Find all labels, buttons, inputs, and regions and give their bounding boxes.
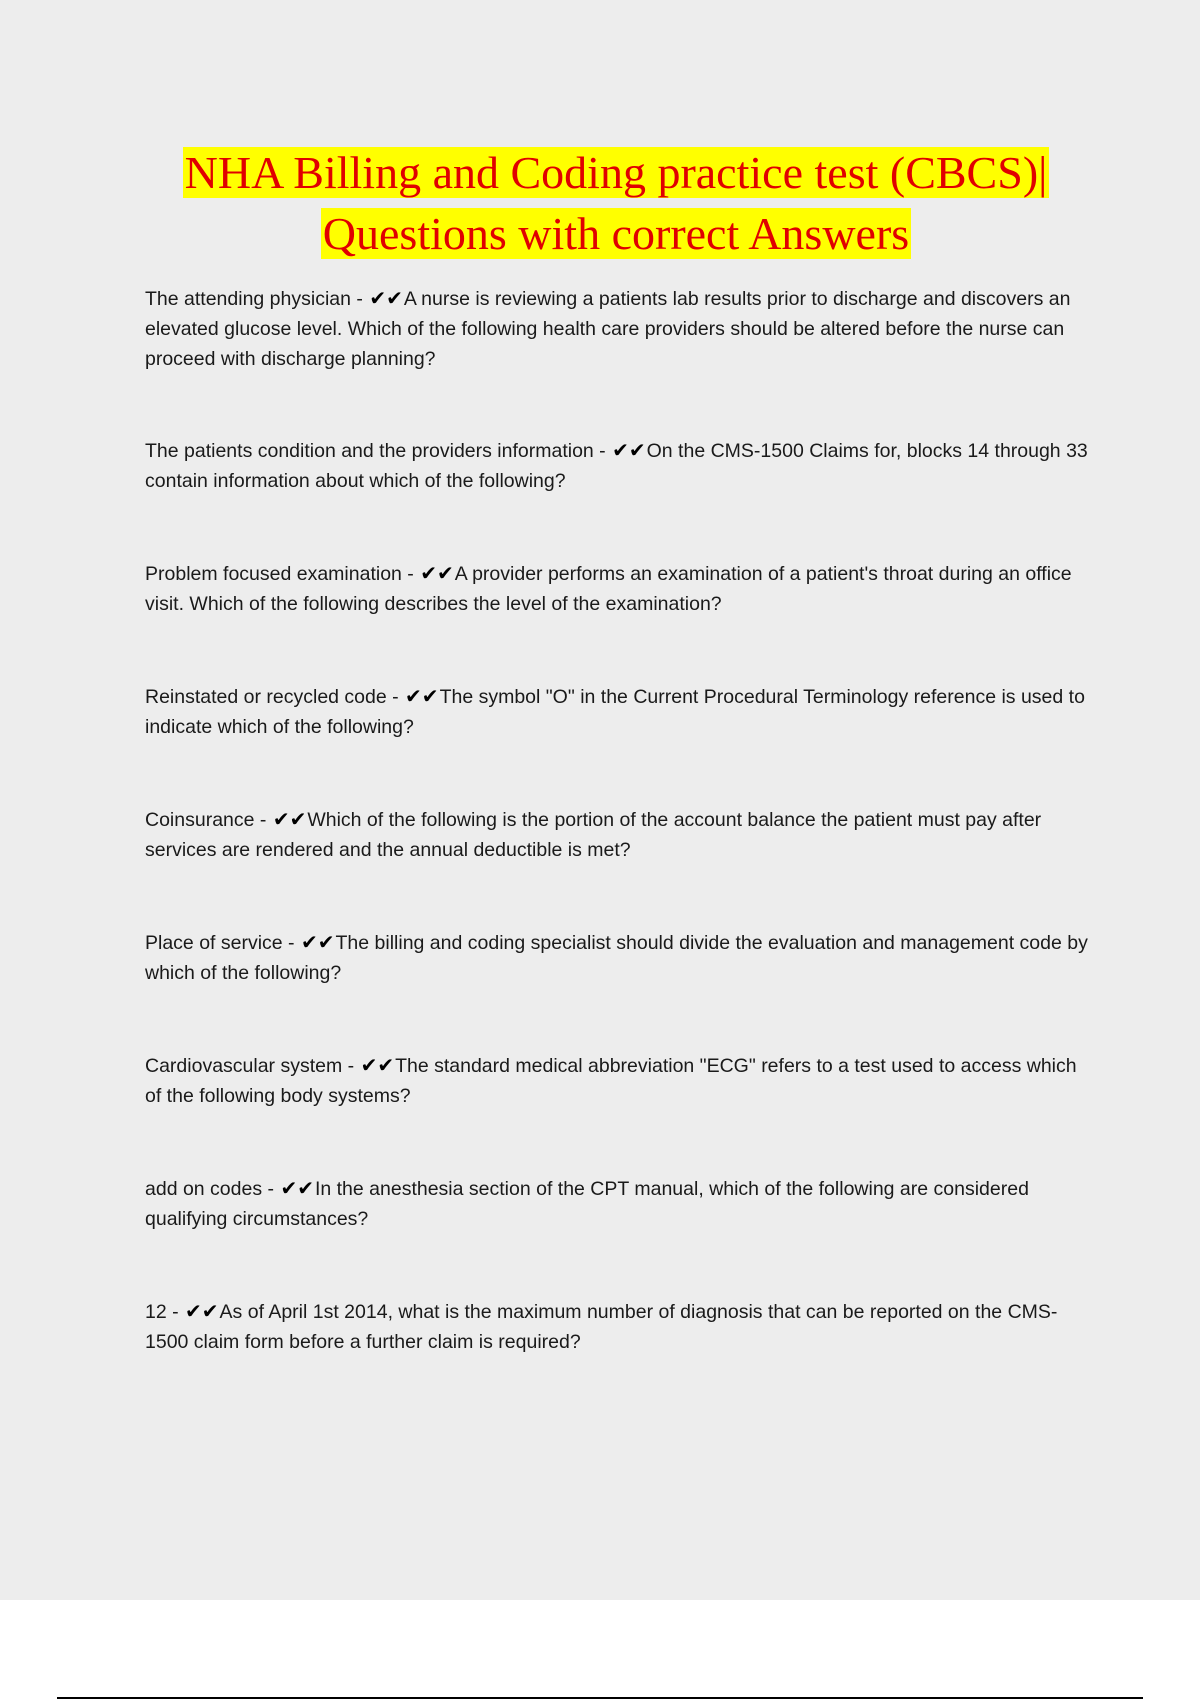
- double-check-icon: ✔✔: [360, 1053, 395, 1077]
- qa-answer: Cardiovascular system -: [145, 1055, 360, 1077]
- qa-answer: Problem focused examination -: [145, 563, 420, 585]
- qa-question: On the CMS-1500 Claims for, blocks 14 through 33 contain information about which of the following?: [145, 440, 1088, 492]
- qa-question: The standard medical abbreviation "ECG" refers to a test used to access which of the following body systems?: [145, 1055, 1077, 1107]
- qa-item: [145, 283, 1090, 373]
- qa-answer: The patients condition and the providers information -: [145, 440, 612, 462]
- qa-item: [145, 1173, 1090, 1232]
- double-check-icon: ✔✔: [405, 684, 439, 708]
- qa-item: [145, 927, 1090, 986]
- title-line-1: NHA Billing and Coding practice test (CBCS)|: [184, 147, 1048, 198]
- qa-answer: Reinstated or recycled code -: [145, 686, 405, 708]
- double-check-icon: ✔✔: [272, 807, 307, 831]
- qa-item: [145, 1050, 1090, 1109]
- qa-answer: add on codes -: [145, 1178, 280, 1200]
- qa-question: The billing and coding specialist should divide the evaluation and management code by which of the following?: [145, 932, 1088, 984]
- double-check-icon: ✔✔: [280, 1176, 314, 1200]
- qa-item: [145, 681, 1090, 740]
- document-title: [60, 142, 1172, 264]
- double-check-icon: ✔✔: [420, 561, 454, 585]
- qa-question: The symbol "O" in the Current Procedural Terminology reference is used to indicate which of the following?: [145, 686, 1085, 738]
- qa-question: A provider performs an examination of a patient's throat during an office visit. Which of the following describes the level of the examination?: [145, 563, 1072, 615]
- bottom-rule: [57, 1697, 1143, 1699]
- double-check-icon: ✔✔: [612, 438, 646, 462]
- qa-item: [145, 804, 1090, 863]
- qa-item: [145, 1296, 1090, 1355]
- double-check-icon: ✔✔: [185, 1299, 219, 1323]
- qa-question: In the anesthesia section of the CPT manual, which of the following are considered qualifying circumstances?: [145, 1178, 1029, 1230]
- qa-question: A nurse is reviewing a patients lab results prior to discharge and discovers an elevated glucose level. Which of the following health care providers should be altered before the nurse can proceed with discharge planning?: [145, 288, 1071, 370]
- title-line-2: Questions with correct Answers: [322, 208, 910, 259]
- qa-answer: The attending physician -: [145, 288, 369, 310]
- qa-question: Which of the following is the portion of the account balance the patient must pay after services are rendered and the annual deductible is met?: [145, 809, 1042, 861]
- qa-item: [145, 558, 1090, 617]
- qa-answer: Coinsurance -: [145, 809, 272, 831]
- qa-answer: 12 -: [145, 1301, 185, 1323]
- qa-question: As of April 1st 2014, what is the maximum number of diagnosis that can be reported on the CMS-1500 claim form before a further claim is required?: [145, 1301, 1058, 1353]
- qa-list: [145, 283, 1090, 1419]
- double-check-icon: ✔✔: [369, 286, 403, 310]
- qa-answer: Place of service -: [145, 932, 300, 954]
- qa-item: [145, 435, 1090, 494]
- double-check-icon: ✔✔: [300, 930, 335, 954]
